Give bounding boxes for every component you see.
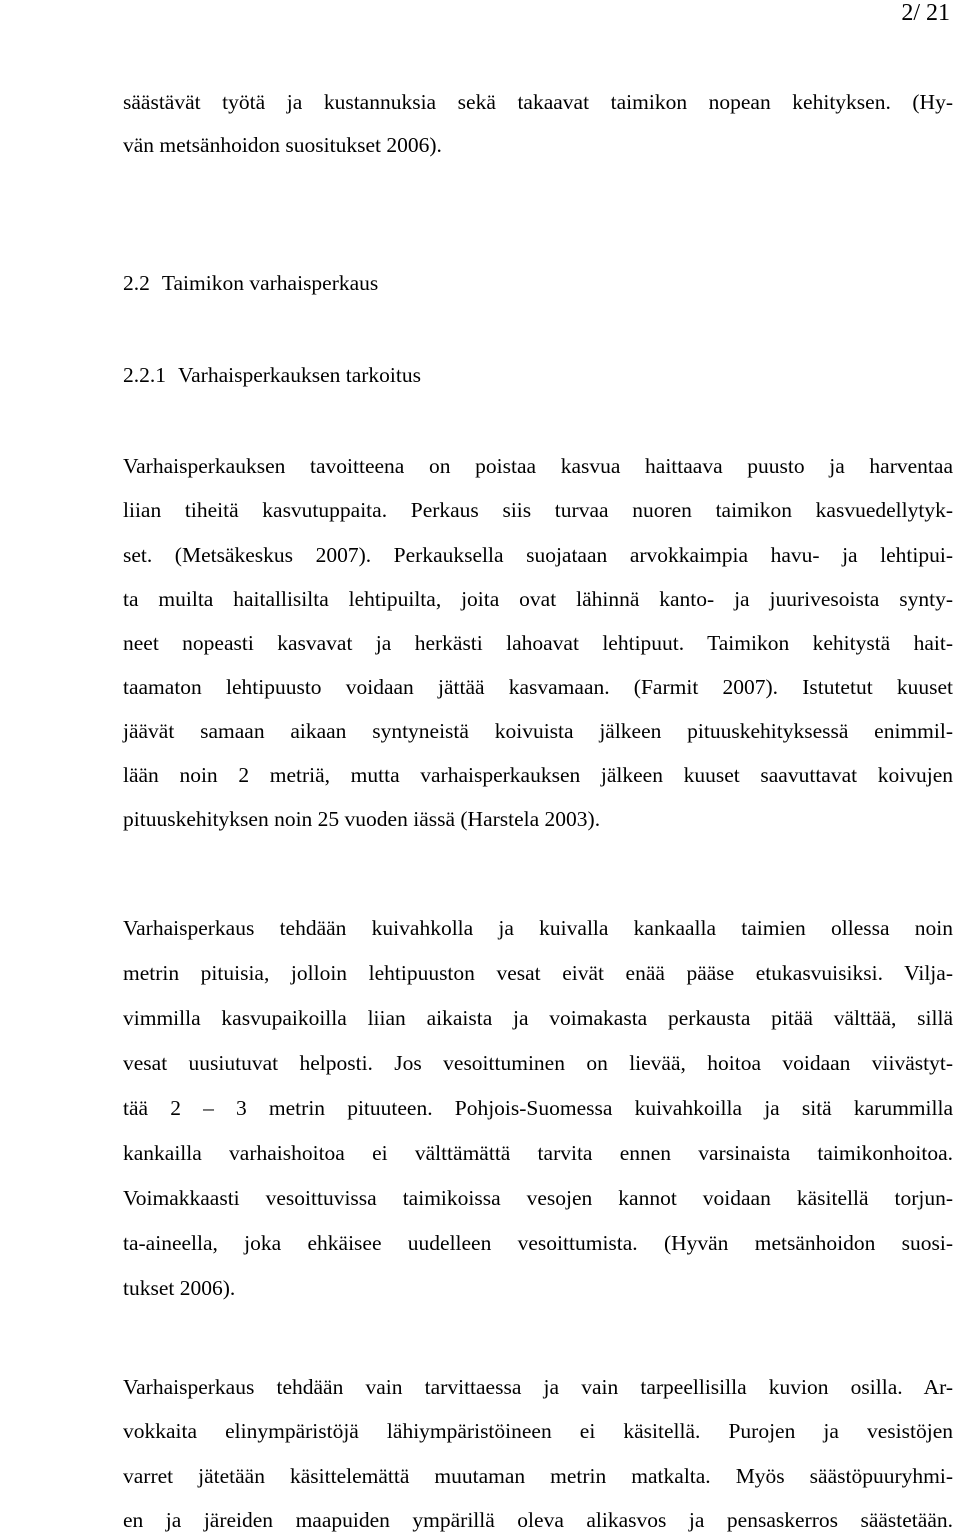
paragraph-line: jäävät samaan aikaan syntyneistä koivuista jälkeen pituuskehityksessä enimmil-: [123, 719, 953, 743]
paragraph-line: liian tiheitä kasvutuppaita. Perkaus siis turvaa nuoren taimikon kasvuedellytyk-: [123, 498, 953, 522]
subsection-title: Varhaisperkauksen tarkoitus: [178, 363, 421, 387]
paragraph-line: vimmilla kasvupaikoilla liian aikaista ja voimakasta perkausta pitää välttää, sillä: [123, 1006, 953, 1030]
paragraph-line: ta muilta haitallisilta lehtipuilta, joita ovat lähinnä kanto- ja juurivesoista synty-: [123, 587, 953, 611]
paragraph-line: Voimakkaasti vesoittuvissa taimikoissa vesojen kannot voidaan käsitellä torjun-: [123, 1186, 953, 1210]
subsection-heading: [123, 360, 421, 390]
paragraph-line: vesat uusiutuvat helposti. Jos vesoittuminen on lievää, hoitoa voidaan viivästyt-: [123, 1051, 953, 1075]
intro-line: säästävät työtä ja kustannuksia sekä takaavat taimikon nopean kehityksen. (Hy-: [123, 90, 953, 114]
paragraph-line: Varhaisperkaus tehdään kuivahkolla ja kuivalla kankaalla taimien ollessa noin: [123, 916, 953, 940]
paragraph-line: set. (Metsäkeskus 2007). Perkauksella suojataan arvokkaimpia havu- ja lehtipui-: [123, 543, 953, 567]
paragraph-line: lään noin 2 metriä, mutta varhaisperkauksen jälkeen kuuset saavuttavat koivujen: [123, 763, 953, 787]
paragraph-line: varret jätetään käsittelemättä muutaman metrin matkalta. Myös säästöpuuryhmi-: [123, 1464, 953, 1488]
page-number: 2/ 21: [901, 0, 950, 26]
subsection-number: 2.2.1: [123, 363, 166, 387]
paragraph-line: ta-aineella, joka ehkäisee uudelleen vesoittumista. (Hyvän metsänhoidon suosi-: [123, 1231, 953, 1255]
paragraph-line: neet nopeasti kasvavat ja herkästi lahoavat lehtipuut. Taimikon kehitystä hait-: [123, 631, 953, 655]
intro-line: vän metsänhoidon suositukset 2006).: [123, 133, 442, 157]
paragraph-line: vokkaita elinympäristöjä lähiympäristöineen ei käsitellä. Purojen ja vesistöjen: [123, 1419, 953, 1443]
paragraph-line: metrin pituisia, jolloin lehtipuuston vesat eivät enää pääse etukasvuisiksi. Vilja-: [123, 961, 953, 985]
paragraph-line: en ja järeiden maapuiden ympärillä oleva alikasvos ja pensaskerros säästetään.: [123, 1508, 953, 1532]
paragraph-line: tukset 2006).: [123, 1276, 236, 1300]
paragraph-line: Varhaisperkauksen tavoitteena on poistaa kasvua haittaava puusto ja harventaa: [123, 454, 953, 478]
section-heading: [123, 268, 378, 298]
paragraph-line: taamaton lehtipuusto voidaan jättää kasvamaan. (Farmit 2007). Istutetut kuuset: [123, 675, 953, 699]
paragraph-line: kankailla varhaishoitoa ei välttämättä tarvita ennen varsinaista taimikonhoitoa.: [123, 1141, 953, 1165]
section-title: Taimikon varhaisperkaus: [161, 271, 379, 295]
paragraph-line: tää 2 – 3 metrin pituuteen. Pohjois-Suomessa kuivahkoilla ja sitä karummilla: [123, 1096, 953, 1120]
paragraph-line: Varhaisperkaus tehdään vain tarvittaessa ja vain tarpeellisilla kuvion osilla. Ar-: [123, 1375, 953, 1399]
paragraph-line: pituuskehityksen noin 25 vuoden iässä (Harstela 2003).: [123, 807, 601, 831]
section-number: 2.2: [123, 271, 150, 295]
